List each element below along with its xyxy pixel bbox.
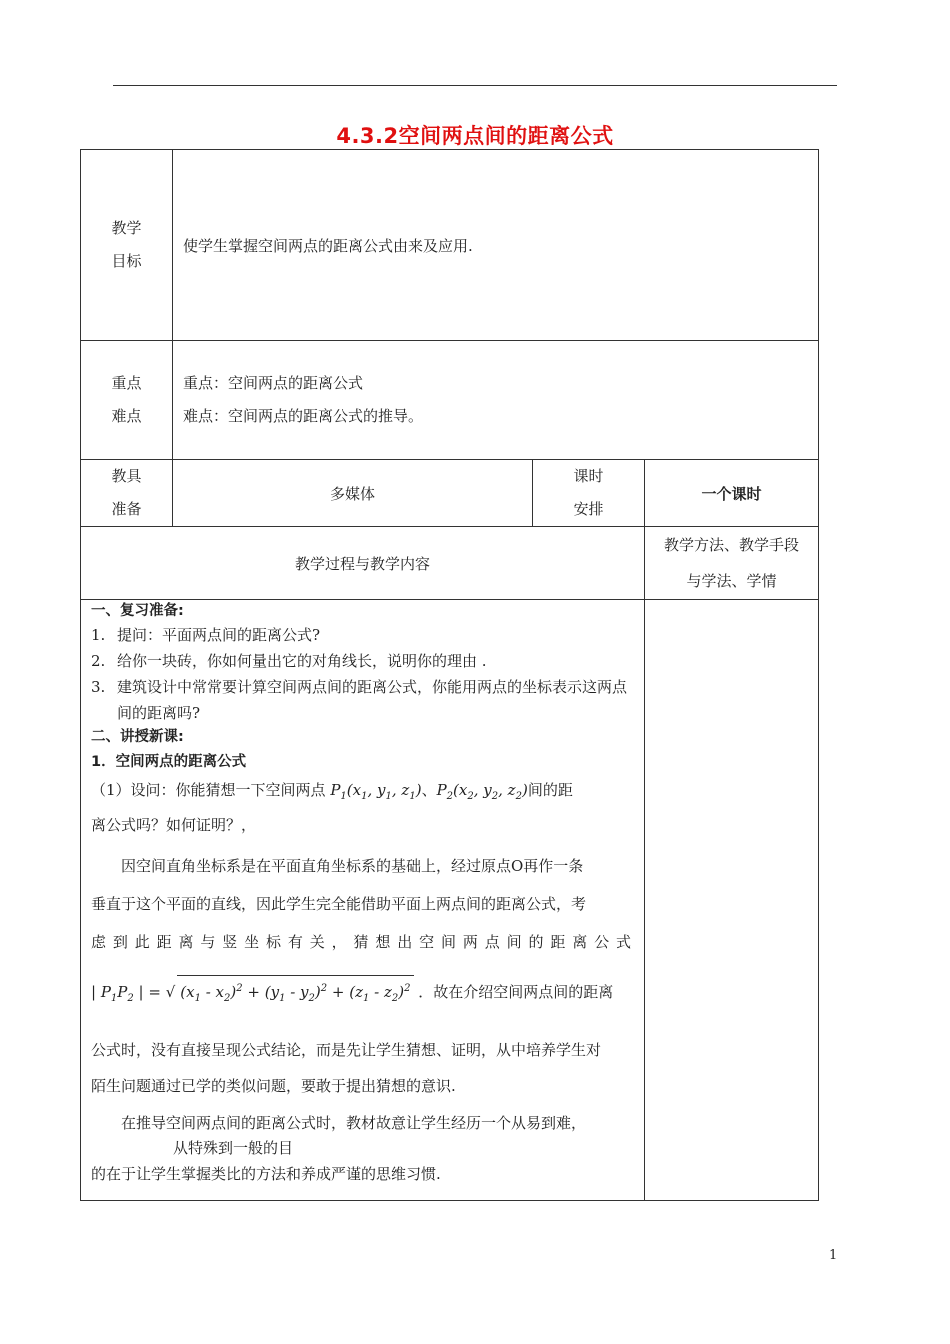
- materials-value: 多媒体: [173, 460, 533, 527]
- header-rule: [113, 85, 837, 86]
- list-item-text: 给你一块砖，你如何量出它的对角线长，说明你的理由 .: [117, 652, 487, 670]
- process-header-right-line2: 与学法、学情: [686, 572, 777, 590]
- question-line-2: 离公式吗？如何证明？，: [91, 816, 257, 834]
- list-item: [91, 648, 634, 674]
- materials-label-line2: 准备: [111, 500, 142, 518]
- key-point: 重点：空间两点的距离公式: [183, 374, 364, 392]
- question-suffix: 间的距: [527, 781, 573, 799]
- keypoints-label-line2: 难点: [111, 407, 142, 425]
- formula-tail-text: ．故在介绍空间两点间的距离: [418, 983, 614, 1001]
- objective-label-line1: 教学: [111, 219, 142, 237]
- para1-line2: 垂直于这个平面的直线，因此学生完全能借助平面上两点间的距离公式，考: [91, 895, 587, 913]
- list-item: [91, 674, 634, 726]
- document-title: 4.3.2空间两点间的距离公式: [336, 124, 614, 148]
- materials-row: [81, 460, 819, 527]
- keypoints-label-line1: 重点: [111, 374, 142, 392]
- objective-label-line2: 目标: [111, 252, 142, 270]
- point-p1: $P_1(x_1$, $y_1$, $z_1$): [330, 781, 422, 802]
- question-separator: 、: [421, 781, 437, 799]
- para1-line1: 因空间直角坐标系是在平面直角坐标系的基础上，经过原点O再作一条: [121, 857, 584, 875]
- list-item-number: 3.: [91, 678, 106, 696]
- para2-line1: 公式时，没有直接呈现公式结论，而是先让学生猜想、证明，从中培养学生对: [91, 1041, 602, 1059]
- process-header-left: 教学过程与教学内容: [81, 527, 645, 600]
- review-list: [91, 622, 634, 726]
- para3-line2: 从特殊到一般的目: [173, 1139, 294, 1157]
- distance-formula: | $P_1P_2$ | = √ $(x_1 - x_2)^2 + (y_1 - y_2)^2 + (z_1 - z_2)^2$: [91, 983, 414, 1001]
- question-prefix: （1）设问：你能猜想一下空间两点: [91, 781, 326, 799]
- distance-formula-line: [91, 975, 634, 1012]
- schedule-label-line1: 课时: [573, 467, 604, 485]
- para2-line2: 陌生问题通过已学的类似问题，要敢于提出猜想的意识.: [91, 1077, 456, 1095]
- list-item-number: 1.: [91, 626, 106, 644]
- list-item: [91, 622, 634, 648]
- method-column: [645, 600, 819, 1201]
- schedule-label-line2: 安排: [573, 500, 604, 518]
- materials-label: [81, 460, 173, 527]
- process-header-right-line1: 教学方法、教学手段: [664, 536, 800, 554]
- list-item-text: 建筑设计中常常要计算空间两点间的距离公式，你能用两点的坐标表示这两点间的距离吗?: [117, 678, 628, 722]
- objective-label: [81, 150, 173, 341]
- page-number: 1: [829, 1248, 838, 1263]
- keypoints-label: [81, 341, 173, 460]
- para1-line3: 虑到此距离与竖坐标有关，猜想出空间两点间的距离公式: [91, 933, 634, 951]
- process-header-right: [645, 527, 819, 600]
- para3-line1: 在推导空间两点间的距离公式时，教材故意让学生经历一个从易到难，: [121, 1114, 587, 1132]
- subsection-heading: 1．空间两点的距离公式: [91, 754, 247, 770]
- keypoints-row: [81, 341, 819, 460]
- question-line-1: [91, 776, 634, 811]
- objective-text: 使学生掌握空间两点的距离公式由来及应用.: [173, 150, 819, 341]
- materials-label-line1: 教具: [111, 467, 142, 485]
- point-p2: $P_2(x_2$, $y_2$, $z_2$): [436, 781, 528, 802]
- process-header-row: [81, 527, 819, 600]
- list-item-number: 2.: [91, 652, 106, 670]
- para3-line3: 的在于让学生掌握类比的方法和养成严谨的思维习惯.: [91, 1165, 441, 1183]
- list-item-text: 提问：平面两点间的距离公式?: [117, 626, 321, 644]
- schedule-value: 一个课时: [645, 460, 819, 527]
- keypoints-content: [173, 341, 819, 460]
- process-content: [81, 600, 645, 1201]
- objective-row: [81, 150, 819, 341]
- schedule-label: [533, 460, 645, 527]
- lesson-plan-table: [80, 149, 819, 1201]
- section-new-lesson-heading: 二、讲授新课:: [91, 729, 184, 745]
- section-review-heading: 一、复习准备:: [91, 603, 184, 619]
- difficult-point: 难点：空间两点的距离公式的推导。: [183, 407, 424, 425]
- process-content-row: [81, 600, 819, 1201]
